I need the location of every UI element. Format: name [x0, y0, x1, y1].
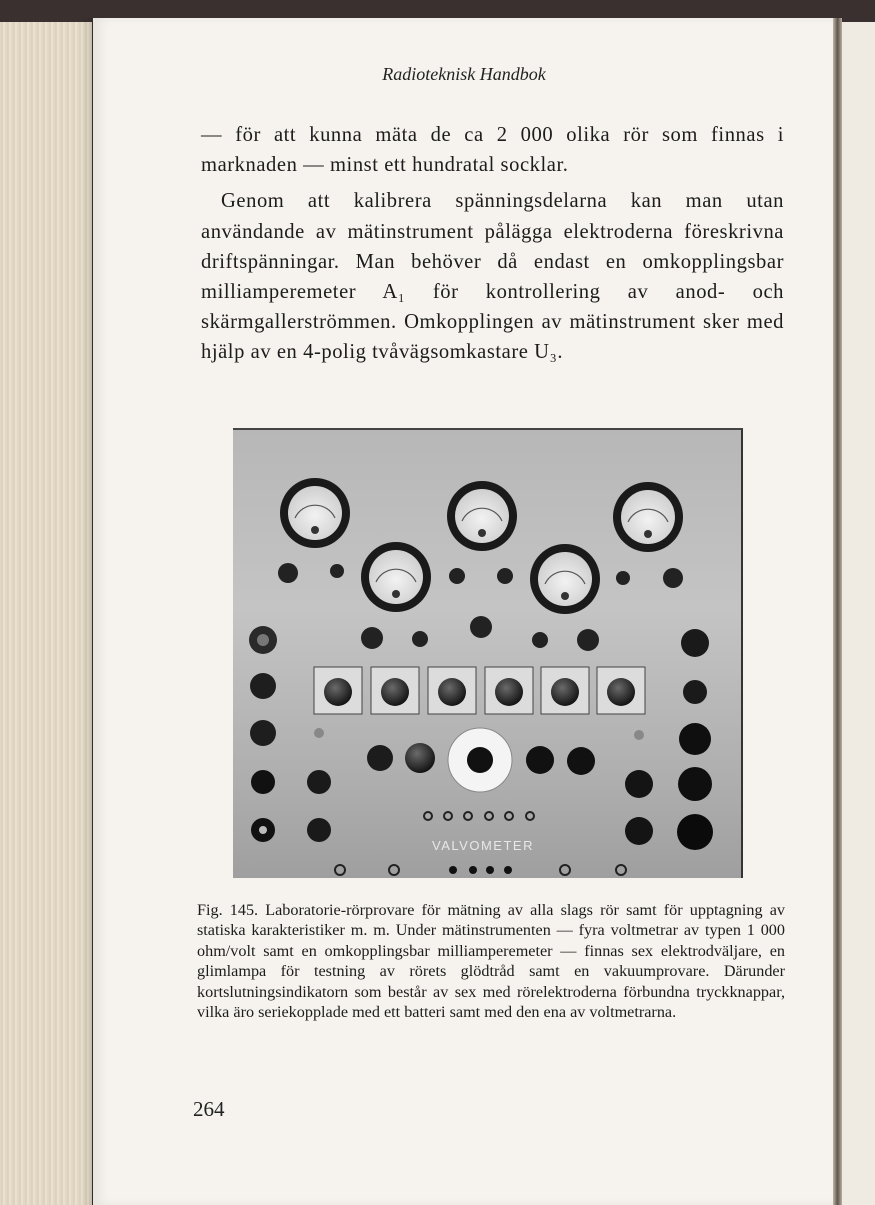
facing-page [840, 22, 875, 1205]
panel-label: VALVOMETER [432, 838, 534, 853]
book-gutter [833, 18, 842, 1205]
voltmeter-icon [613, 482, 683, 552]
paragraph-1: — för att kunna mäta de ca 2 000 olika rör som finnas i marknaden — minst ett hundratal socklar. [201, 124, 784, 177]
voltmeter-icon [361, 542, 431, 612]
paragraph-2: Genom att kalibrera spänningsdelarna kan man utan användande av mätinstrument pålägga elektroderna föreskrivna driftspänningar. Man behöver då endast en omkopplingsbar milliamperemeter A₁ för kontrollering av anod- och skärmgallerströmmen. Omkopplingen av mätinstrument sker med hjälp av en 4-polig tvåvägsomkastare U₃. [201, 190, 784, 364]
page-number: 264 [193, 1097, 225, 1121]
electrode-selector-icons [314, 667, 645, 714]
voltmeter-icon [280, 478, 350, 548]
milliammeter-icon [530, 544, 600, 614]
book-page [93, 18, 835, 1205]
terminal-icons [335, 865, 626, 875]
figure-caption: Fig. 145. Laboratorie-rörprovare för mätning av alla slags rör samt för upptagning av statiska karakteristiker m. m. Under mätinstrumenten — fyra voltmetrar av typen 1 000 ohm/volt samt en omkopplingsbar milliamperemeter — finnas sex elektrodväljare, en glimlampa för testning av rörets glödtråd samt en vakuumprovare. Därunder kortslutningsindikatorn som består av sex med rörelektroderna förbundna tryckknappar, vilka äro seriekopplade med ett batteri samt med den ena av voltmetrarna. [197, 901, 785, 1022]
body-text [201, 120, 784, 368]
voltmeter-icon [447, 481, 517, 551]
vacuum-tester-dial-icon [314, 728, 644, 792]
tube-tester-illustration [233, 430, 741, 878]
push-button-icons [424, 812, 534, 820]
book-page-edges [0, 22, 92, 1205]
figure-photo [233, 428, 743, 878]
jack-icons [278, 563, 683, 651]
running-head: Radioteknisk Handbok [382, 64, 546, 84]
